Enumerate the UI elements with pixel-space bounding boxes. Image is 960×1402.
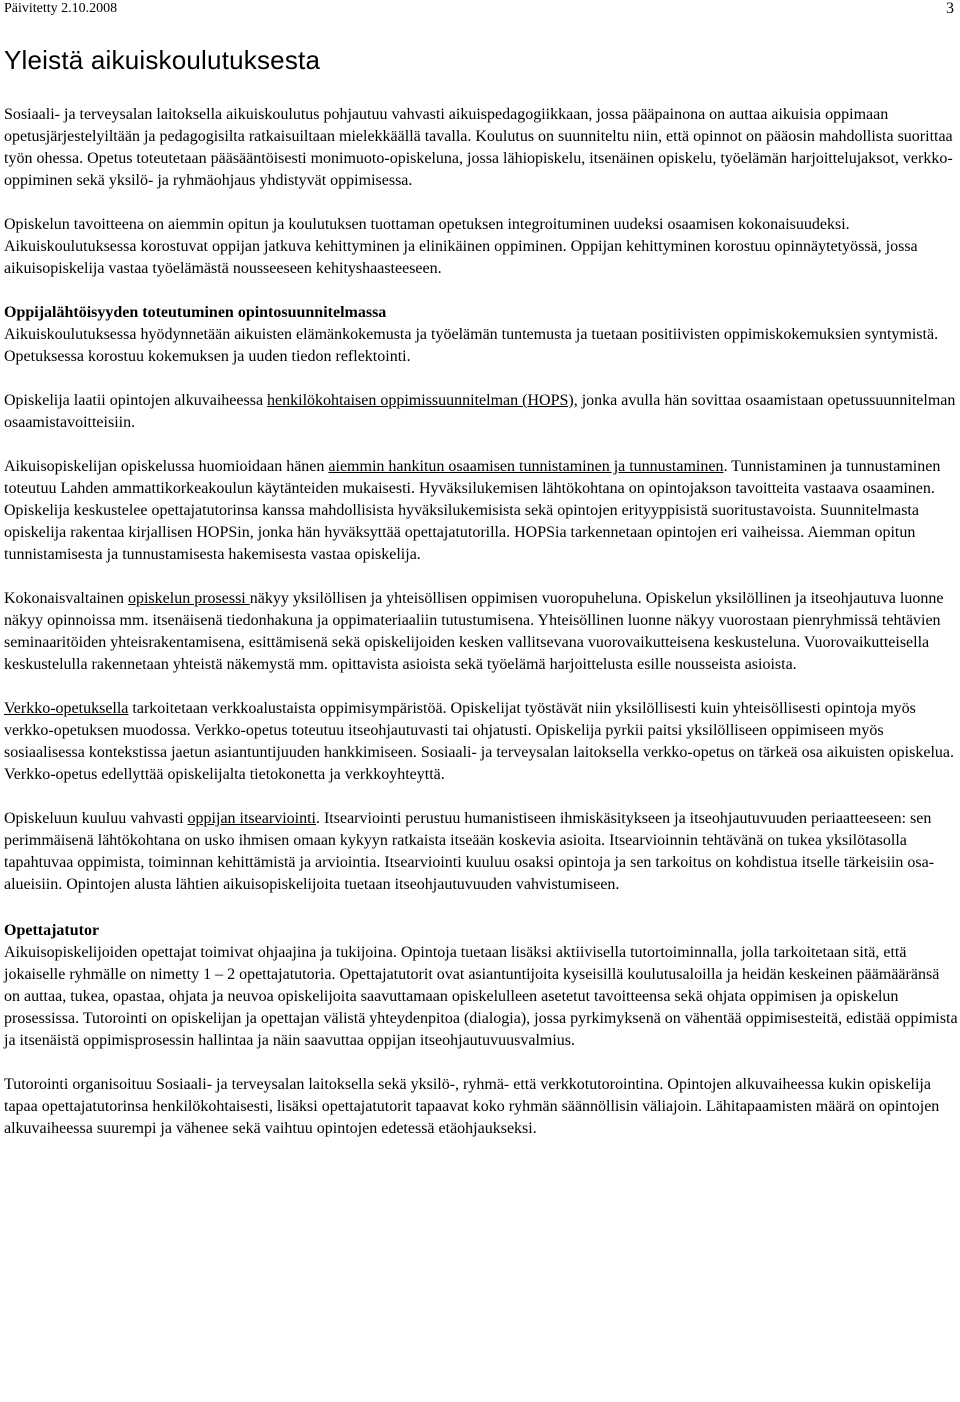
section-teacher-tutor bbox=[4, 920, 959, 1052]
updated-date: Päivitetty 2.10.2008 bbox=[4, 1, 118, 16]
page-number: 3 bbox=[946, 0, 954, 17]
paragraph-study-process bbox=[4, 588, 959, 676]
section-heading: Oppijalähtöisyyden toteutuminen opintosuunnitelmassa bbox=[4, 304, 387, 321]
paragraph-online-learning bbox=[4, 698, 959, 786]
document-body bbox=[4, 36, 959, 1162]
hops-link[interactable]: henkilökohtaisen oppimissuunnitelman (HOPS), bbox=[267, 392, 578, 409]
text-run: Aikuisopiskelijan opiskelussa huomioidaan hänen bbox=[4, 458, 329, 475]
page-header bbox=[4, 0, 954, 18]
section-learner-orientation bbox=[4, 302, 959, 368]
paragraph-self-assessment bbox=[4, 808, 959, 896]
self-assessment-link[interactable]: oppijan itsearviointi bbox=[187, 810, 316, 827]
section-text: Aikuiskoulutuksessa hyödynnetään aikuisten elämänkokemusta ja työelämän tuntemusta ja tuetaan positiivisten oppimiskokemuksien syntymistä. Opetuksessa korostuu kokemuksen ja uuden tiedon reflektointi. bbox=[4, 326, 939, 365]
online-learning-link[interactable]: Verkko-opetuksella bbox=[4, 700, 129, 717]
text-run: jonka avulla hän sovittaa osaamistaan opetussuunnitelman osaamistavoitteisiin. bbox=[4, 392, 956, 431]
prior-learning-link[interactable]: aiemmin hankitun osaamisen tunnistaminen ja tunnustaminen bbox=[328, 458, 724, 475]
section-heading: Opettajatutor bbox=[4, 922, 100, 939]
page-title: Yleistä aikuiskoulutuksesta bbox=[4, 45, 321, 75]
section-text: Aikuisopiskelijoiden opettajat toimivat ohjaajina ja tukijoina. Opintoja tuetaan lisäksi aktiivisella tutortoiminnalla, jolla tarkoitetaan sitä, että jokaiselle ryhmälle on nimetty 1 – 2 opettajatutoria. Opettajatutorit ovat asiantuntijoita kyseisillä koulutusaloilla ja heidän keskeinen päämääränsä on auttaa, tukea, opastaa, ohjata ja neuvoa opiskelijoita saavuttamaan opiskelulleen asetetut tavoitteensa sekä ohjata oppimisen ja opiskelun prosessissa. Tutorointi on opiskelijan ja opettajan välistä yhteydenpitoa (dialogia), jossa pyrkimyksenä on vähentää oppimisesteitä, edistää oppimista ja itsenäistä oppimisprosessin hallintaa ja näin saavuttaa oppijan itseohjautuvuusvalmius. bbox=[4, 944, 958, 1049]
text-run: Opiskelija laatii opintojen alkuvaiheessa bbox=[4, 392, 268, 409]
text-run: näkyy yksilöllisen ja yhteisöllisen oppimisen vuoropuheluna. Opiskelun yksilöllinen ja itseohjautuva luonne näkyy opinnoissa mm. itsenäisenä tiedonhakuna ja oppimateriaaliin tutustumisena. Yhteisöllinen luonne näkyy vuorostaan pienryhmissä tehtävien seminaaritöiden yhteisrakentamisena, esittämisenä sekä opiskelijoiden kesken vallitsevana vuorovaikutteisena keskusteluna. Vuorovaikutteisella keskustelulla rakennetaan yhteistä näkemystä mm. opittavista asioista sekä työelämä harjoittelusta esille nousseista asioista. bbox=[4, 590, 944, 673]
paragraph-prior-learning bbox=[4, 456, 959, 566]
text-run: tarkoitetaan verkkoalustaista oppimisympäristöä. Opiskelijat työstävät niin yksilöllisesti kuin yhteisöllisesti opintoja myös verkko-opetuksen muodossa. Verkko-opetus toteutuu itseohjautuvasti tai ohjatusti. Opiskelija pyrkii paitsi yksilölliseen oppimiseen myös sosiaalisessa kontekstissa jaetun asiantuntijuuden hankkimiseen. Sosiaali- ja terveysalan laitoksella verkko-opetus on tärkeä osa aikuisten opiskelua. Verkko-opetus edellyttää opiskelijalta tietokonetta ja verkkoyhteyttä. bbox=[4, 700, 954, 783]
paragraph-tutoring: Tutorointi organisoituu Sosiaali- ja terveysalan laitoksella sekä yksilö-, ryhmä- että verkkotutorointina. Opintojen alkuvaiheessa kukin opiskelija tapaa opettajatutorinsa henkilökohtaisesti, lisäksi opettajatutorit tapaavat koko ryhmän säännöllisin väliajoin. Lähitapaamisten määrä on opintojen alkuvaiheessa suurempi ja vähenee sekä vaihtuu opintojen edetessä etäohjaukseksi. bbox=[4, 1076, 940, 1137]
paragraph-intro: Sosiaali- ja terveysalan laitoksella aikuiskoulutus pohjautuu vahvasti aikuispedagogiikkaan, jossa pääpainona on auttaa aikuisia oppimaan opetusjärjestelyiltään ja pedagogisilta ratkaisuiltaan mielekkäällä tavalla. Koulutus on suunniteltu niin, että opinnot on pääosin mahdollista suorittaa työn ohessa. Opetus toteutetaan pääsääntöisesti monimuoto-opiskeluna, jossa lähiopiskelu, itsenäinen opiskelu, työelämän harjoittelujaksot, verkko-oppiminen sekä yksilö- ja ryhmäohjaus yhdistyvät oppimisessa. bbox=[4, 106, 953, 189]
paragraph-goals: Opiskelun tavoitteena on aiemmin opitun ja koulutuksen tuottaman opetuksen integroituminen uudeksi osaamisen kokonaisuudeksi. Aikuiskoulutuksessa korostuvat oppijan jatkuva kehittyminen ja elinikäinen oppiminen. Oppijan kehittyminen korostuu opinnäytetyössä, jossa aikuisopiskelija vastaa työelämästä nousseeseen kehityshaasteeseen. bbox=[4, 216, 918, 277]
text-run: . Itsearviointi perustuu humanistiseen ihmiskäsitykseen ja itseohjautuvuuden periaatteeseen: sen perimmäisenä lähtökohtana on usko ihmisen omaan kykyyn ratkaista itseään koskevia asioita. Itsearvioinnin tehtävänä on tukea yksilötasolla tapahtuvaa oppimista, toiminnan kehittämistä ja arviointia. Itsearviointi kuuluu osaksi opintoja ja sen tarkoitus on kohdistua itselle tärkeisiin osa-alueisiin. Opintojen alusta lähtien aikuisopiskelijoita tuetaan itseohjautuvuuden vahvistumiseen. bbox=[4, 810, 935, 893]
paragraph-hops bbox=[4, 390, 959, 434]
text-run: Opiskeluun kuuluu vahvasti bbox=[4, 810, 188, 827]
study-process-link[interactable]: opiskelun prosessi bbox=[127, 590, 250, 607]
text-run: Kokonaisvaltainen bbox=[4, 590, 128, 607]
text-run: . Tunnistaminen ja tunnustaminen toteutuu Lahden ammattikorkeakoulun käytänteiden mukaisesti. Hyväksilukemisen lähtökohtana on opintojakson tavoitteita vastaava osaaminen. Opiskelija keskustelee opettajatutorinsa kanssa mahdollisista hyväksilukemisista sekä opintojen erityyppisistä suoritustavoista. Suunnitelmasta opiskelija rakentaa kirjallisen HOPSin, jonka hän hyväksyttää opettajatutorilla. HOPSia tarkennetaan opintojen eri vaiheissa. Aiemman opitun tunnistamisesta ja tunnustamisesta hakemisesta vastaa opiskelija. bbox=[4, 458, 941, 563]
